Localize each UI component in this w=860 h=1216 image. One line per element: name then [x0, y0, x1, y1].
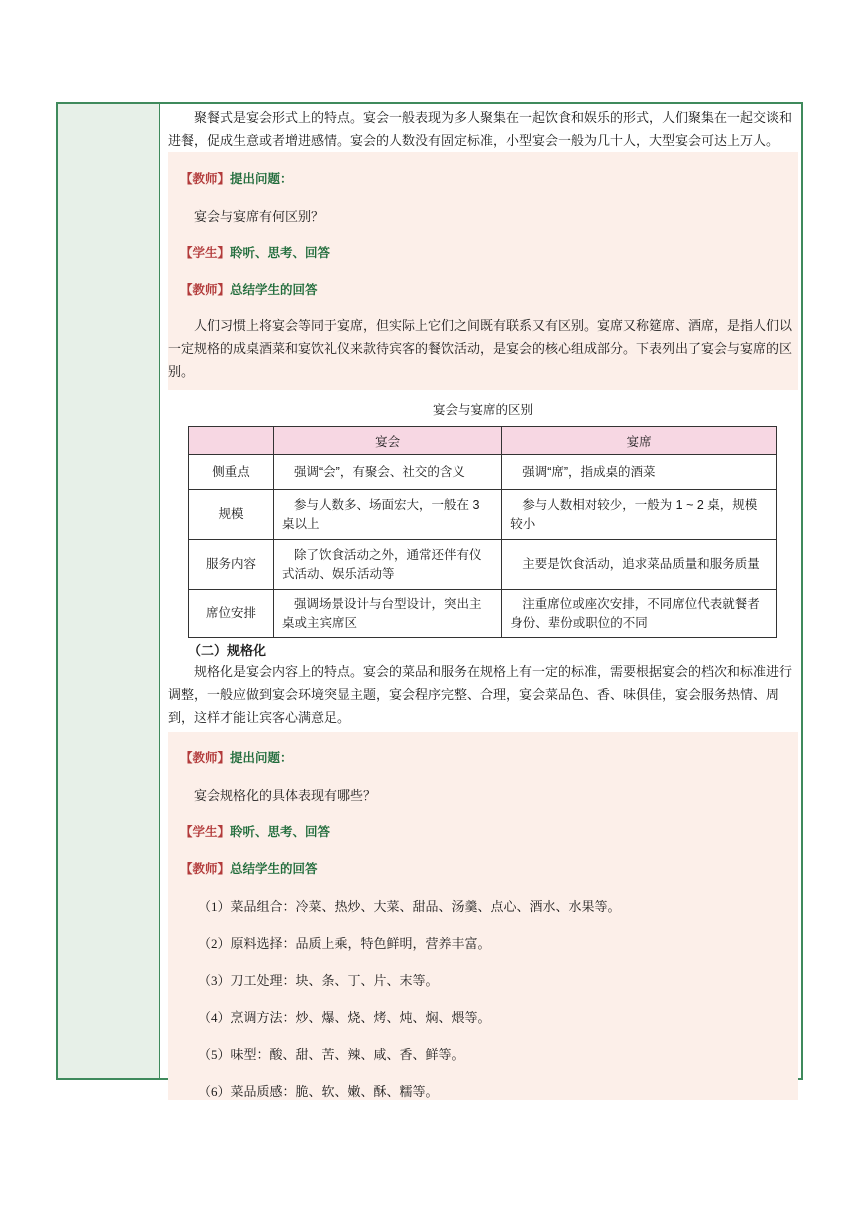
discussion-block-1 — [168, 152, 798, 390]
row-header: 服务内容 — [189, 540, 274, 590]
header-cell — [189, 427, 274, 455]
student-tag-2 — [180, 822, 330, 840]
left-column — [58, 104, 160, 1078]
action-label: 聆听、思考、回答 — [230, 825, 331, 839]
table-cell: 注重席位或座次安排，不同席位代表就餐者身份、辈份或职位的不同 — [502, 590, 777, 638]
table-cell: 参与人数相对较少，一般为 1 ~ 2 桌，规模较小 — [502, 490, 777, 540]
row-header: 侧重点 — [189, 455, 274, 490]
list-item: （6）菜品质感：脆、软、嫩、酥、糯等。 — [198, 1084, 439, 1099]
discussion-block-2 — [168, 732, 798, 1100]
question-2: 宴会规格化的具体表现有哪些？ — [194, 788, 377, 803]
table-cell: 主要是饮食活动，追求菜品质量和服务质量 — [502, 540, 777, 590]
content-column — [160, 104, 801, 1099]
role-label: 【教师】 — [180, 172, 231, 186]
header-cell: 宴会 — [274, 427, 502, 455]
table-header-row — [189, 427, 777, 455]
list-item: （2）原料选择：品质上乘，特色鲜明，营养丰富。 — [198, 936, 491, 951]
table-row — [189, 490, 777, 540]
action-label: 提出问题： — [230, 172, 293, 186]
teacher-summary-tag-2 — [180, 859, 318, 877]
table-cell: 强调场景设计与台型设计，突出主桌或主宾席区 — [274, 590, 502, 638]
section-paragraph: 规格化是宴会内容上的特点。宴会的菜品和服务在规格上有一定的标准，需要根据宴会的档次和标准进行调整，一般应做到宴会环境突显主题，宴会程序完整、合理，宴会菜品色、香、味俱佳，宴会服务热情、周到，这样才能让宾客心满意足。 — [168, 664, 793, 725]
section-heading: （二）规格化 — [188, 643, 267, 658]
student-tag-1 — [180, 243, 330, 261]
list-item: （4）烹调方法：炒、爆、烧、烤、炖、焖、煨等。 — [198, 1010, 491, 1025]
table-caption: 宴会与宴席的区别 — [432, 403, 533, 417]
question-1: 宴会与宴席有何区别？ — [194, 209, 325, 224]
table-row — [189, 590, 777, 638]
table-row — [189, 455, 777, 490]
teacher-summary-tag-1 — [180, 280, 318, 298]
intro-paragraph: 聚餐式是宴会形式上的特点。宴会一般表现为多人聚集在一起饮食和娱乐的形式，人们聚集在一起交谈和进餐，促成生意或者增进感情。宴会的人数没有固定标准，小型宴会一般为几十人，大型宴会可达上万人。 — [168, 110, 793, 148]
list-item: （3）刀工处理：块、条、丁、片、末等。 — [198, 973, 439, 988]
role-label: 【教师】 — [180, 283, 231, 297]
role-label: 【学生】 — [180, 825, 231, 839]
list-item: （1）菜品组合：冷菜、热炒、大菜、甜品、汤羹、点心、酒水、水果等。 — [198, 899, 621, 914]
role-label: 【教师】 — [180, 862, 231, 876]
action-label: 总结学生的回答 — [230, 283, 318, 297]
table-cell: 除了饮食活动之外，通常还伴有仪式活动、娱乐活动等 — [274, 540, 502, 590]
answer-paragraph-1: 人们习惯上将宴会等同于宴席，但实际上它们之间既有联系又有区别。宴席又称筵席、酒席，是指人们以一定规格的成桌酒菜和宴饮礼仪来款待宾客的餐饮活动，是宴会的核心组成部分。下表列出了宴会与宴席的区别。 — [168, 318, 793, 379]
list-item: （5）味型：酸、甜、苦、辣、咸、香、鲜等。 — [198, 1047, 465, 1062]
row-header: 规模 — [189, 490, 274, 540]
header-cell: 宴席 — [502, 427, 777, 455]
table-cell: 强调“席”，指成桌的酒菜 — [502, 455, 777, 490]
table-row — [189, 540, 777, 590]
role-label: 【学生】 — [180, 246, 231, 260]
action-label: 总结学生的回答 — [230, 862, 318, 876]
action-label: 提出问题： — [230, 751, 293, 765]
teacher-ask-tag-1 — [180, 169, 293, 187]
role-label: 【教师】 — [180, 751, 231, 765]
row-header: 席位安排 — [189, 590, 274, 638]
comparison-table — [188, 426, 777, 638]
action-label: 聆听、思考、回答 — [230, 246, 331, 260]
teacher-ask-tag-2 — [180, 748, 293, 766]
lesson-table-frame — [56, 102, 803, 1099]
table-cell: 参与人数多、场面宏大，一般在 3 桌以上 — [274, 490, 502, 540]
table-cell: 强调“会”，有聚会、社交的含义 — [274, 455, 502, 490]
